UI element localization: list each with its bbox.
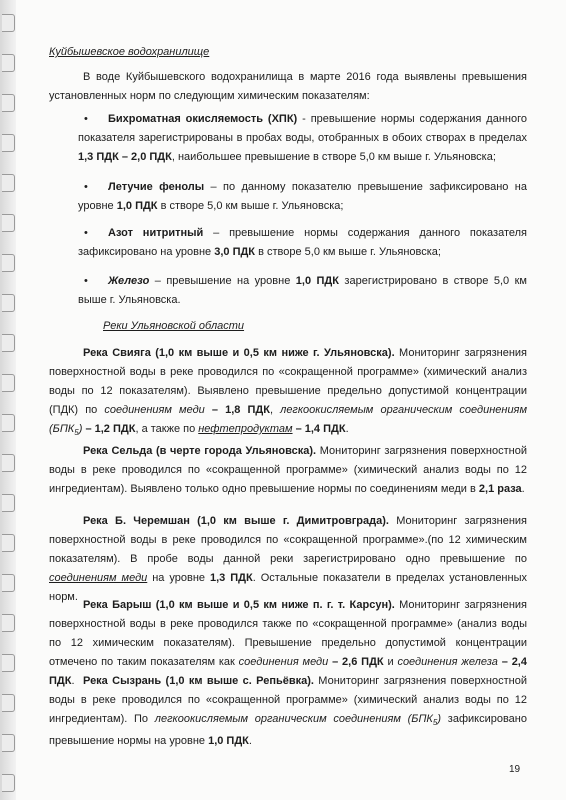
indicator-name: Бихроматная окисляемость (ХПК) — [108, 113, 298, 125]
river-title: Река Свияга (1,0 км выше и 0,5 км ниже г. Ульяновска). — [83, 347, 395, 359]
reservoir-intro-paragraph: В воде Куйбышевского водохранилища в марте 2016 года выявлены превышения установленных норм по следующим химическим показателям: — [49, 71, 527, 102]
paragraph-river-syzran: Река Сызрань (1,0 км выше с. Репьёвка). Мониторинг загрязнения поверхностной воды в реке проводился по «сокращенной программе» (химический анализ воды по 12 ингредиентам). По легкоокисляемым органическим соединениям $(БПК_5)$ зафиксировано превышение нормы на уровне 1,0 ПДК. — [49, 675, 528, 748]
indicator-value: 1,0 ПДК — [295, 275, 339, 287]
indicator-value: 1,0 ПДК — [116, 200, 158, 212]
bullet-item-nitrite: Азот нитритный – превышение нормы содержания данного показателя зафиксировано на уровне 3,0 ПДК в створе 5,0 км выше г. Ульяновска; — [78, 227, 527, 258]
indicator-name: Железо — [108, 275, 150, 287]
paragraph-river-cheremshan: Река Б. Черемшан (1,0 км выше г. Димитровграда). Мониторинг загрязнения поверхностной воды в реке проводился по «сокращенной программе».(по 12 химическим показателям). В пробе воды данной реки зарегистрировано одно превышение по соединениям меди на уровне 1,3 ПДК. Остальные показатели в пределах установленных норм. — [49, 515, 527, 603]
river-title: Река Барыш (1,0 км выше и 0,5 км ниже п. г. т. Карсун). — [83, 599, 395, 611]
indicator-value: 1,3 ПДК – 2,0 ПДК — [78, 151, 172, 163]
page-number: 19 — [509, 764, 521, 775]
indicator-name: Летучие фенолы — [108, 181, 205, 193]
bullet-item-phenols: Летучие фенолы – по данному показателю превышение зафиксировано на уровне 1,0 ПДК в створе 5,0 км выше г. Ульяновска; — [78, 181, 527, 212]
paragraph-river-sviyaga: Река Свияга (1,0 км выше и 0,5 км ниже г. Ульяновска). Мониторинг загрязнения поверхностной воды в реке проводился по «сокращенной программе» (химический анализ воды по 12 показателям). Выявлено превышение предельно допустимой концентрации (ПДК) по соединениям меди – 1,8 ПДК, легкоокисляемым органическим соединениям $(БПК_5) - 1,2$ ПДК, а также по нефтепродуктам – 1,4 ПДК. — [49, 347, 527, 438]
bullet-item-cod: Бихроматная окисляемость (ХПК) - превышение нормы содержания данного показателя зарегистрированы в пробах воды, отобранных в обоих створах в пределах 1,3 ПДК – 2,0 ПДК, наибольшее превышение в створе 5,0 км выше г. Ульяновска; — [78, 113, 527, 163]
indicator-value: 3,0 ПДК — [214, 246, 256, 258]
bullet-marker: • — [84, 227, 88, 239]
section-heading-reservoir: Куйбышевское водохранилище — [49, 46, 210, 58]
river-title: Река Б. Черемшан (1,0 км выше г. Димитровграда). — [83, 515, 389, 527]
bullet-item-iron: Железо – превышение на уровне 1,0 ПДК зарегистрировано в створе 5,0 км выше г. Ульяновска. — [78, 275, 527, 306]
section-heading-rivers: Реки Ульяновской области — [103, 320, 245, 332]
river-title: Река Сельда (в черте города Ульяновска). — [83, 445, 317, 457]
indicator-name: Азот нитритный — [108, 227, 204, 239]
paragraph-river-selda: Река Сельда (в черте города Ульяновска). Мониторинг загрязнения поверхностной воды в реке проводился по «сокращенной программе» (химический анализ воды по 12 ингредиентам). Выявлено только одно превышение нормы по соединениям меди в 2,1 раза. — [49, 445, 527, 495]
bullet-marker: • — [84, 113, 88, 125]
river-title: Река Сызрань (1,0 км выше с. Репьёвка). — [83, 675, 314, 687]
paragraph-river-barysh: Река Барыш (1,0 км выше и 0,5 км ниже п. г. т. Карсун). Мониторинг загрязнения поверхностной воды в реке проводился также по «сокращенной программе» (анализ воды по 12 химическим показателям). Превышение предельно допустимой концентрации отмечено по таким показателям как соединения меди – 2,6 ПДК и соединения железа – 2,4 ПДК. — [49, 599, 528, 687]
bullet-marker: • — [84, 181, 88, 193]
bullet-marker: • — [84, 275, 88, 287]
